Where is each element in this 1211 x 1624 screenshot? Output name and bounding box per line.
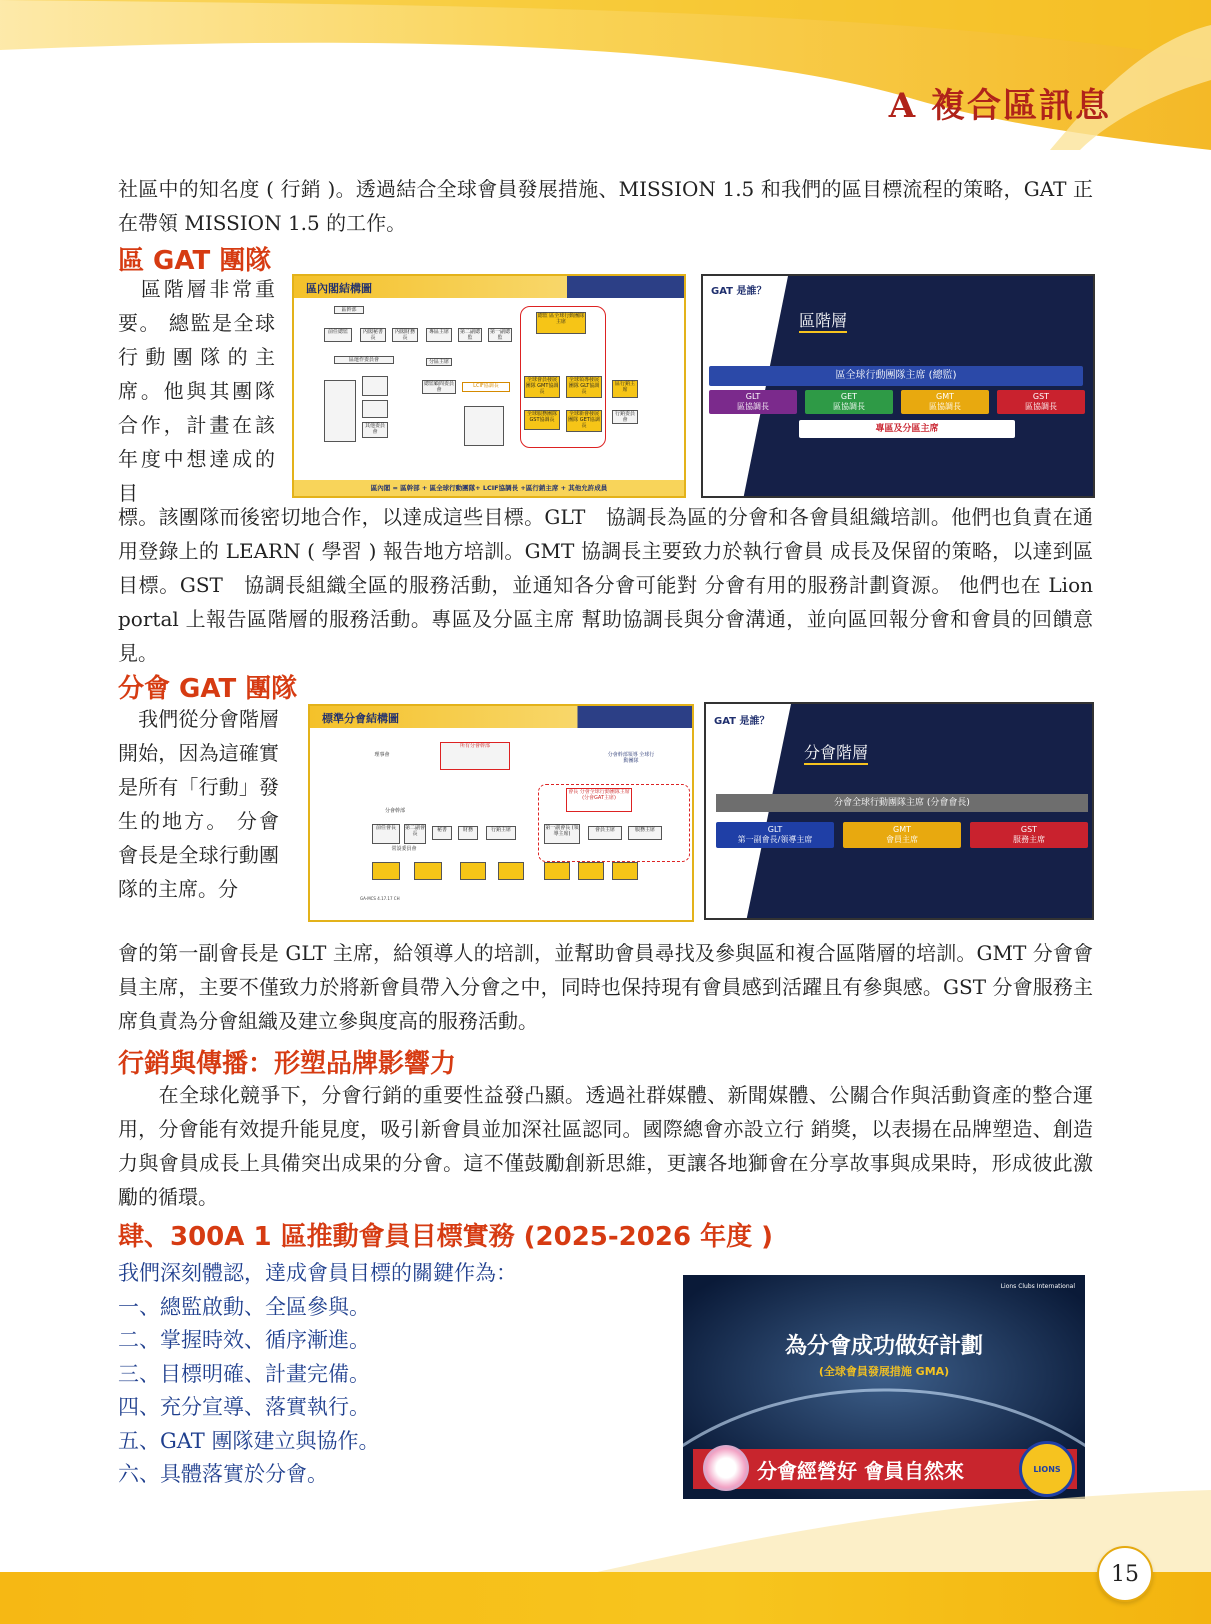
- district-gat-slide: [701, 274, 1095, 498]
- slide-diagonal-shape: [703, 276, 1095, 498]
- org-box: 全球會員發展團隊 GMT協調長: [524, 376, 560, 398]
- list-item: 五、GAT 團隊建立與協作。: [118, 1428, 380, 1453]
- role-card-code: GMT: [936, 392, 954, 401]
- org-box: 區幹部: [334, 306, 364, 314]
- district-slide-top-bar: 區全球行動團隊主席 (總監): [709, 366, 1083, 386]
- district-slide-question: GAT 是誰？: [711, 286, 767, 297]
- club-slide-question: GAT 是誰？: [714, 716, 770, 727]
- org-box: [414, 862, 442, 880]
- org-box: 分會幹部領導 全球行動團隊: [607, 752, 655, 764]
- marketing-heading: 行銷與傳播：形塑品牌影響力: [118, 1049, 457, 1079]
- org-box: 全球服務團隊 GST協調長: [524, 410, 560, 430]
- org-box: 總監顧問委員會: [423, 381, 454, 393]
- org-box: 分區主席: [426, 358, 452, 366]
- role-card-code: GMT: [893, 825, 911, 834]
- org-box: 前任總監: [324, 328, 352, 342]
- section-label: A 複合區訊息: [888, 86, 1111, 126]
- org-box: [498, 862, 524, 880]
- org-box: 前任會長: [372, 824, 400, 844]
- district-gat-body: 標。該團隊而後密切地合作，以達成這些目標。GLT 協調長為區的分會和各會員組織培訓。他們也負責在通用登錄上的 LEARN ( 學習 ) 報告地方培訓。GMT 協調長主要致力於執行會員 成長及保留的策略，以達到區目標。GST 協調長組織全區的服務活動，並通知各分會可能對 分會有用的服務計劃資源。 他們也在 Lion portal 上報告區階層的服務活動。專區及分區主席 幫助協調長與分會溝通，並向區回報分會和會員的回饋意見。: [118, 505, 1093, 665]
- list-item: 二、掌握時效、循序漸進。: [118, 1328, 370, 1352]
- footer-wave: [0, 1440, 1211, 1580]
- org-box: 常設委員會: [391, 846, 417, 852]
- poster-title: 為分會成功做好計劃: [784, 1334, 983, 1359]
- org-box: 總監 區全球行動團隊主席: [536, 312, 586, 334]
- list-item: 四、充分宣導、落實執行。: [118, 1395, 370, 1419]
- org-box: [460, 862, 486, 880]
- club-gat-body: 會的第一副會長是 GLT 主席，給領導人的培訓，並幫助會員尋找及參與區和複合區階層的培訓。GMT 分會會員主席，主要不僅致力於將新會員帶入分會之中，同時也保持現有會員感到活躍且有參與感。GST 分會服務主席負責為分會組織及建立參與度高的服務活動。: [118, 941, 1093, 1033]
- org-box: 第二副總監: [459, 329, 480, 341]
- org-box: 服務主席: [628, 826, 662, 840]
- role-card-code: GST: [1032, 392, 1050, 401]
- org-box: 分會幹部: [384, 808, 405, 814]
- district-org-chart: [292, 274, 686, 498]
- list-item: 一、總監啟動、全區參與。: [118, 1294, 370, 1319]
- org-box: [464, 406, 504, 446]
- district-slide-title: 區階層: [799, 308, 847, 333]
- marketing-body: 在全球化競爭下，分會行銷的重要性益發凸顯。透過社群媒體、新聞媒體、公關合作與活動資產的整合運用，分會能有效提升能見度，吸引新會員並加深社區認同。國際總會亦設立行 銷獎，以表揚在品牌塑造、創造力與會員成長上具備突出成果的分會。這不僅鼓勵創新思維，更讓各地獅會在分享故事與成果時，形成彼此激勵的循環。: [118, 1083, 1093, 1209]
- org-box: 秘書: [432, 826, 452, 840]
- club-org-chart: [308, 704, 694, 922]
- page-number: 15: [1097, 1546, 1153, 1602]
- district-org-chart-title: 區內閣結構圖: [306, 282, 372, 295]
- role-card-glt: [716, 822, 834, 848]
- org-box: 區運作委員會: [334, 356, 394, 364]
- role-card-label: 區協調長: [1025, 402, 1057, 411]
- list-item: 三、目標明確、計畫完備。: [118, 1361, 370, 1386]
- role-card-label: 會員主席: [886, 835, 918, 844]
- list-item: 六、具體落實於分會。: [118, 1462, 328, 1486]
- role-card-label: 第一副會長/領導主席: [737, 835, 813, 844]
- org-box: [362, 376, 388, 396]
- slide-diagonal-shape: [706, 704, 1094, 920]
- poster-brand: Lions Clubs International: [1000, 1283, 1075, 1290]
- role-card-code: GET: [840, 392, 858, 401]
- footer-band: [0, 1572, 1211, 1624]
- org-box: 第一副總監: [489, 329, 510, 341]
- org-box: 全球領導發展團隊 GLT協調長: [566, 376, 602, 398]
- role-card-code: GST: [1020, 825, 1038, 834]
- org-box: 專區主席: [426, 328, 452, 342]
- poster-slogan: 分會經營好 會員自然來: [757, 1459, 964, 1483]
- club-gat-side-text: 我們從分會階層開始，因為這確實是所有「行動」發生的地方。 分會會長是全球行動團隊的主席。分: [118, 707, 279, 901]
- intro-paragraph: 社區中的知名度 ( 行銷 )。透過結合全球會員發展措施、MISSION 1.5 和我們的區目標流程的策略，GAT 正在帶領 MISSION 1.5 的工作。: [118, 177, 1093, 235]
- lions-emblem: LIONS: [1019, 1441, 1075, 1497]
- role-card-label: 區協調長: [929, 402, 961, 411]
- role-card-label: 區協調長: [833, 402, 865, 411]
- role-card-glt: [709, 390, 797, 414]
- club-org-chart-title: 標準分會結構圖: [322, 712, 399, 725]
- role-card-gst: [970, 822, 1088, 848]
- club-slide-top-bar: 分會全球行動團隊主席 (分會會長): [716, 794, 1088, 812]
- org-box: 所有分會幹部: [440, 742, 510, 770]
- role-card-code: GLT: [745, 392, 761, 401]
- header-wave-band: [0, 0, 1211, 150]
- org-box: 行銷委員會: [612, 410, 638, 424]
- org-box: 全球新會發展團隊 GET協調長: [566, 410, 602, 432]
- role-card-code: GLT: [767, 825, 783, 834]
- role-card-gmt: [901, 390, 989, 414]
- district-slide-bottom-bar: 專區及分區主席: [799, 420, 1015, 438]
- org-box: 理事會: [374, 752, 390, 758]
- org-box: 其他委員會: [362, 422, 388, 438]
- org-box: 第一副會長 (領導主席): [544, 824, 580, 844]
- role-card-label: 區協調長: [737, 402, 769, 411]
- org-box: 第二副會長: [404, 824, 426, 844]
- org-box: 財務: [458, 826, 478, 840]
- club-gat-slide: [704, 702, 1094, 920]
- role-card-label: 服務主席: [1013, 835, 1045, 844]
- club-org-chart-footer: GA-MCS 4.17.17 CH: [360, 896, 400, 901]
- role-card-gst: [997, 390, 1085, 414]
- org-box: LCIF協調長: [462, 382, 510, 392]
- org-box: [362, 400, 388, 418]
- poster-subtitle: (全球會員發展措施 GMA): [818, 1365, 950, 1378]
- district-gat-side-text: 區階層非常重要。 總監是全球行動團隊的主席。他與其團隊合作，計畫在該年度中想達成的 目: [118, 277, 275, 505]
- org-box: 區行銷主席: [612, 380, 638, 398]
- org-box: [578, 862, 604, 880]
- org-box: 行銷主席: [486, 826, 516, 840]
- org-box: 會員主席: [588, 826, 622, 840]
- org-box: [612, 862, 638, 880]
- org-box: [372, 862, 400, 880]
- membership-heading: 肆、300A 1 區推動會員目標實務 (2025-2026 年度 ): [118, 1222, 774, 1252]
- membership-lead: 我們深刻體認，達成會員目標的關鍵作為：: [118, 1261, 517, 1285]
- club-slide-title: 分會階層: [804, 740, 868, 765]
- district-org-chart-footer: 區內閣 = 區幹部 + 區全球行動團隊+ LCIF協調長 +區行銷主席 + 其他允許成員: [294, 480, 684, 496]
- district-gat-heading: 區 GAT 團隊: [118, 246, 272, 276]
- org-box: 內閣財務長: [392, 328, 418, 342]
- org-box: 內閣秘書長: [360, 328, 386, 342]
- role-card-gmt: [843, 822, 961, 848]
- club-gat-heading: 分會 GAT 團隊: [118, 674, 298, 704]
- org-box: 會長 分會全球行動團隊主席 (分會GAT主席): [566, 788, 632, 812]
- role-card-get: [805, 390, 893, 414]
- org-box: [544, 862, 570, 880]
